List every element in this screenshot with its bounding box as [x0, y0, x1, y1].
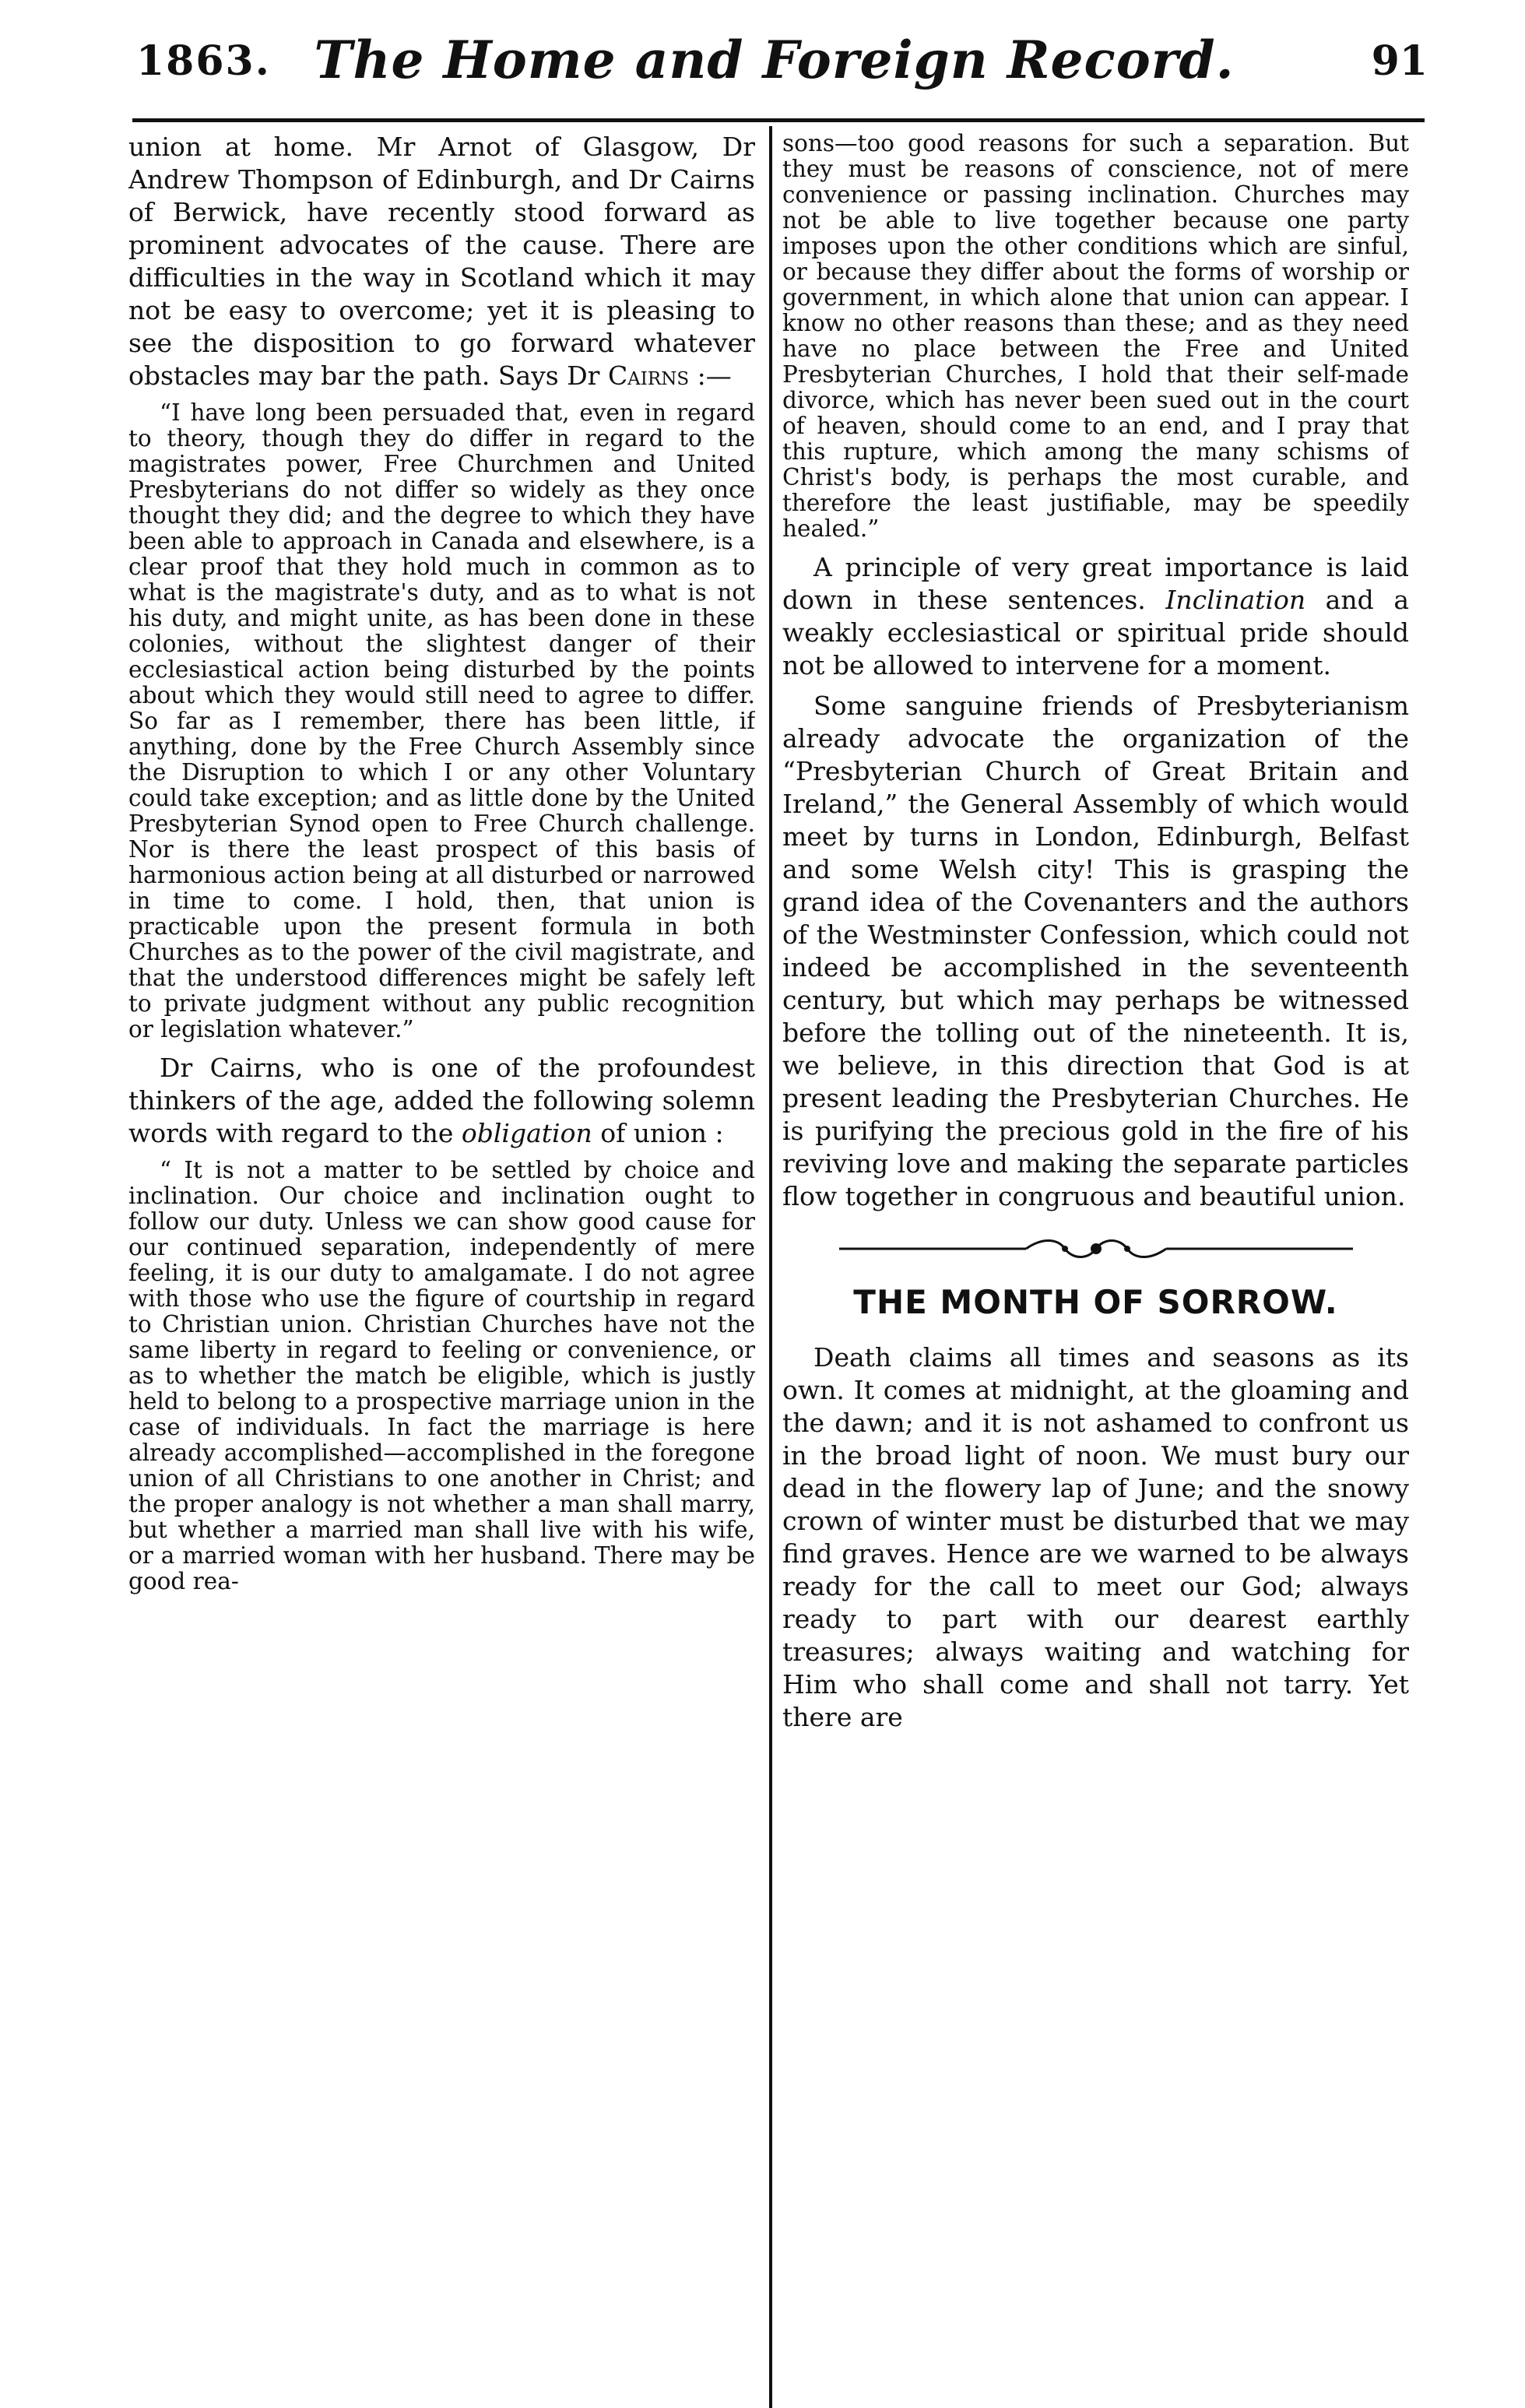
- decorative-divider-ornament: [839, 1233, 1353, 1264]
- attribution-suffix: :—: [689, 360, 732, 391]
- block-quote: “I have long been persuaded that, even in regard to theory, though they do differ in regard to the magistrates power, Free Churchmen and United Presbyterians do not differ so widely as they once thought they did; and the degree to which they have been able to approach in Canada and elsewhere, is a clear proof that they hold much in common as to what is the magistrate's duty, and as to what is not his duty, and might unite, as has been done in these colonies, without the slightest danger of their ecclesiastical action being disturbed by the points about which they would still need to agree to differ. So far as I remember, there has been little, if anything, done by the Free Church Assembly since the Disruption to which I or any other Voluntary could take exception; and as little done by the United Presbyterian Synod open to Free Church challenge. Nor is there the least prospect of this basis of harmonious action being at all disturbed or narrowed in time to come. I hold, then, that union is practicable upon the present formula in both Churches as to the power of the civil magistrate, and that the understood differences might be safely left to private judgment without any public recognition or legislation whatever.”: [128, 399, 755, 1042]
- paragraph: [782, 551, 1409, 682]
- section-heading: THE MONTH OF SORROW.: [853, 1283, 1338, 1321]
- paragraph-text: union at home. Mr Arnot of Glasgow, Dr Andrew Thompson of Edinburgh, and Dr Cairns of Berwick, have recently stood forward as prominent advocates of the cause. There are difficulties in the way in Scotland which it may not be easy to overcome; yet it is pleasing to see the disposition to go forward whatever obstacles may bar the path.: [128, 132, 755, 391]
- paragraph-text: A principle of very great importance is laid down in these sentences.: [782, 552, 1409, 615]
- paragraph: Death claims all times and seasons as its own. It comes at midnight, at the gloaming and the dawn; and it is not ashamed to confront us in the broad light of noon. We must bury our dead in the flowery lap of June; and the snowy crown of winter must be disturbed that we may find graves. Hence are we warned to be always ready for the call to meet our God; always ready to part with our dearest earthly treasures; always waiting and watching for Him who shall come and shall not tarry. Yet there are: [782, 1342, 1409, 1732]
- paragraph: [128, 1052, 755, 1150]
- left-column: [128, 131, 755, 1604]
- emphasis-text: Inclination: [1165, 585, 1306, 615]
- journal-title: The Home and Foreign Record.: [314, 30, 1235, 90]
- paragraph-text: of union :: [592, 1118, 724, 1148]
- right-column: [782, 131, 1409, 1742]
- running-header: [117, 6, 1432, 107]
- emphasis-text: obligation: [461, 1118, 592, 1148]
- paragraph: [128, 131, 755, 392]
- block-quote-continued: sons—too good reasons for such a separation. But they must be reasons of conscience, not of mere convenience or passing inclination. Churches may not be able to live together because one party imposes upon the other conditions which are sinful, or because they differ about the forms of worship or government, in which alone that union can appear. I know no other reasons than these; and as they need have no place between the Free and United Presbyterian Churches, I hold that their self-made divorce, which has never been sued out in the court of heaven, should come to an end, and I pray that this rupture, which among the many schisms of Christ's body, is perhaps the most curable, and therefore the least justifiable, may be speedily healed.”: [782, 131, 1409, 542]
- header-rule: [132, 118, 1425, 122]
- paragraph: Some sanguine friends of Presbyterianism already advocate the organization of the “Presbyterian Church of Great Britain and Ireland,” the General Assembly of which would meet by turns in London, Edinburgh, Belfast and some Welsh city! This is grasping the grand idea of the Covenanters and the authors of the Westminster Confession, which could not indeed be accomplished in the seventeenth century, but which may perhaps be witnessed before the tolling out of the nineteenth. It is, we believe, in this direction that God is at present leading the Presbyterian Churches. He is purifying the precious gold in the fire of his reviving love and making the separate particles flow together in congruous and beautiful union.: [782, 691, 1409, 1211]
- page-number: 91: [1371, 37, 1428, 85]
- column-divider: [769, 126, 772, 2408]
- block-quote: “ It is not a matter to be settled by choice and inclination. Our choice and inclination ought to follow our duty. Unless we can show good cause for our continued separation, independently of mere feeling, it is our duty to amalgamate. I do not agree with those who use the figure of courtship in regard to Christian union. Christian Churches have not the same liberty in regard to feeling or convenience, or as to whether the match be eligible, which is justly held to belong to a prospective marriage union in the case of individuals. In fact the marriage is here already accomplished—accomplished in the foregone union of all Christians to one another in Christ; and the proper analogy is not whether a man shall marry, but whether a married man shall live with his wife, or a married woman with her husband. There may be good rea-: [128, 1157, 755, 1594]
- attribution-name: Cairns: [607, 360, 690, 391]
- attribution-prefix: Says Dr: [497, 360, 608, 391]
- header-year: 1863.: [136, 37, 271, 85]
- paragraph-text: and a weakly ecclesiastical or spiritual pride should not be allowed to intervene for a moment.: [782, 585, 1409, 680]
- paragraph-text: Dr Cairns, who is one of the profoundest thinkers of the age, added the following solemn words with regard to the: [128, 1053, 755, 1148]
